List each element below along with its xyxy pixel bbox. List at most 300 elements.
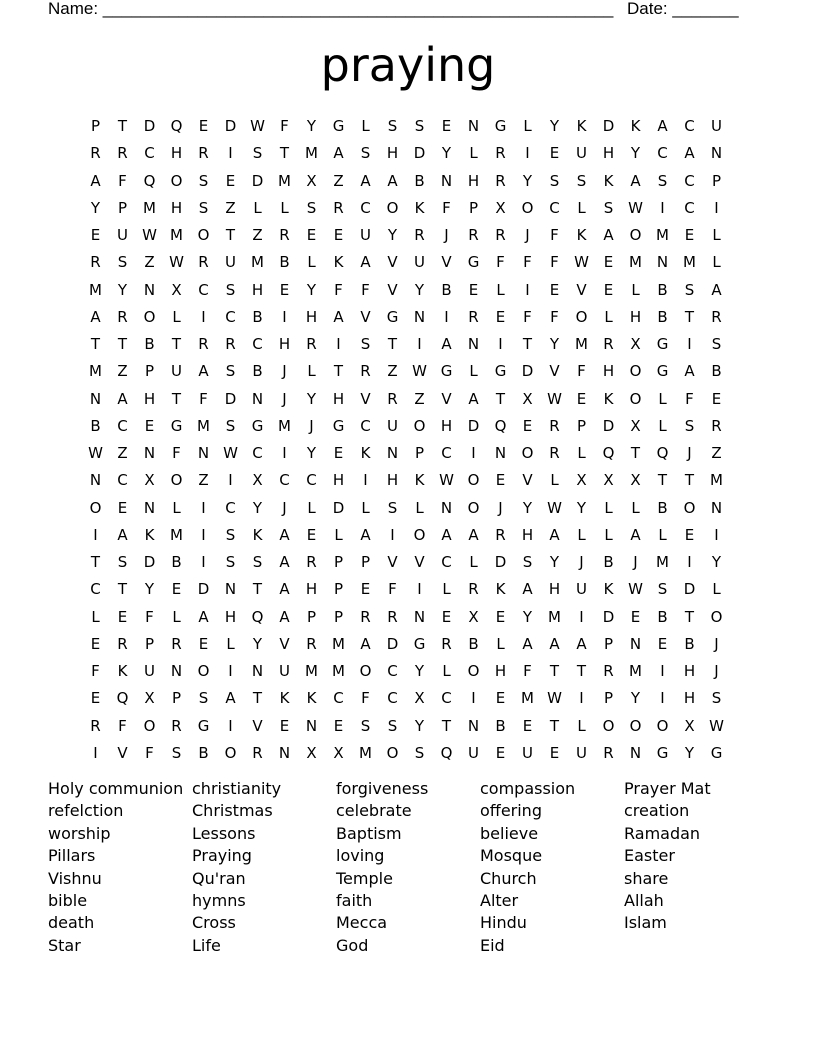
grid-letter: J xyxy=(282,362,287,381)
grid-letter: O xyxy=(521,198,534,217)
word-item: loving xyxy=(336,846,385,866)
grid-letter: T xyxy=(252,689,263,708)
grid-letter: R xyxy=(90,144,101,163)
grid-letter: W xyxy=(628,198,643,217)
grid-letter: T xyxy=(657,471,668,490)
grid-letter: T xyxy=(171,335,182,353)
grid-letter: L xyxy=(442,580,451,599)
grid-letter: O xyxy=(467,662,480,680)
grid-letter: A xyxy=(630,171,641,190)
grid-letter: M xyxy=(575,335,588,353)
grid-letter: N xyxy=(89,389,102,408)
grid-letter: S xyxy=(711,689,722,708)
grid-letter: L xyxy=(361,498,370,517)
grid-letter: M xyxy=(197,416,210,435)
grid-letter: Q xyxy=(143,171,156,190)
grid-letter: M xyxy=(143,198,156,217)
grid-letter: I xyxy=(471,689,476,708)
grid-letter: O xyxy=(89,498,102,517)
grid-letter: S xyxy=(198,171,209,190)
grid-letter: K xyxy=(495,580,506,599)
grid-letter: D xyxy=(251,171,264,190)
grid-letter: Z xyxy=(414,389,425,408)
grid-letter: T xyxy=(90,335,101,353)
grid-letter: Y xyxy=(144,580,155,599)
grid-letter: D xyxy=(224,389,237,408)
grid-letter: T xyxy=(684,607,695,626)
grid-letter: S xyxy=(414,743,425,762)
grid-letter: I xyxy=(93,743,98,762)
grid-letter: A xyxy=(117,525,128,544)
grid-letter: E xyxy=(90,634,101,653)
grid-letter: L xyxy=(469,553,478,571)
grid-letter: Z xyxy=(252,226,263,244)
grid-row xyxy=(82,713,742,740)
grid-letter: T xyxy=(90,553,101,571)
word-item: Eid xyxy=(480,935,505,955)
grid-letter: C xyxy=(225,498,236,517)
grid-letter: M xyxy=(548,607,561,626)
grid-letter: O xyxy=(683,498,696,517)
grid-letter: A xyxy=(549,525,560,544)
grid-letter: R xyxy=(279,226,290,244)
word-item: share xyxy=(624,868,669,888)
grid-letter: L xyxy=(658,389,667,408)
grid-letter: Y xyxy=(306,280,317,299)
grid-letter: W xyxy=(250,117,265,135)
grid-letter: E xyxy=(333,226,344,244)
grid-letter: N xyxy=(656,253,669,272)
grid-letter: F xyxy=(172,444,181,462)
grid-letter: C xyxy=(144,144,155,163)
grid-letter: B xyxy=(657,498,668,517)
grid-letter: A xyxy=(279,580,290,599)
grid-letter: A xyxy=(387,171,398,190)
grid-letter: G xyxy=(494,117,507,135)
grid-letter: L xyxy=(631,280,640,299)
word-item: Christmas xyxy=(192,801,273,821)
grid-letter: Y xyxy=(630,689,641,708)
date-field-label: Date: _______ xyxy=(627,0,739,18)
grid-letter: M xyxy=(170,226,183,244)
grid-letter: A xyxy=(279,607,290,626)
word-column xyxy=(480,778,624,957)
grid-letter: H xyxy=(143,389,156,408)
grid-letter: H xyxy=(602,362,615,381)
word-item: Vishnu xyxy=(48,868,102,888)
grid-letter: K xyxy=(252,525,263,544)
grid-letter: I xyxy=(714,525,719,544)
grid-letter: I xyxy=(201,525,206,544)
grid-letter: N xyxy=(197,444,210,462)
grid-letter: H xyxy=(332,471,345,490)
grid-letter: H xyxy=(305,307,318,326)
grid-letter: Z xyxy=(333,171,344,190)
grid-letter: K xyxy=(414,198,425,217)
grid-letter: R xyxy=(198,144,209,163)
grid-letter: P xyxy=(144,362,155,381)
grid-letter: R xyxy=(360,362,371,381)
grid-letter: S xyxy=(117,553,128,571)
grid-letter: R xyxy=(495,525,506,544)
grid-row xyxy=(82,685,742,712)
grid-letter: S xyxy=(387,117,398,135)
grid-letter: E xyxy=(90,689,101,708)
grid-letter: I xyxy=(228,144,233,163)
worksheet-header xyxy=(48,0,748,20)
grid-letter: S xyxy=(387,498,398,517)
grid-letter: N xyxy=(413,307,426,326)
grid-letter: F xyxy=(334,280,343,299)
grid-letter: Y xyxy=(414,280,425,299)
grid-letter: Q xyxy=(170,117,183,135)
word-item: Cross xyxy=(192,913,236,933)
grid-letter: C xyxy=(684,171,695,190)
word-item: Life xyxy=(192,935,221,955)
grid-letter: P xyxy=(603,634,614,653)
word-item: Islam xyxy=(624,913,667,933)
grid-letter: R xyxy=(306,634,317,653)
grid-letter: W xyxy=(574,253,589,272)
grid-letter: A xyxy=(360,253,371,272)
grid-letter: R xyxy=(414,226,425,244)
grid-letter: U xyxy=(711,117,722,135)
grid-letter: C xyxy=(279,471,290,490)
grid-letter: L xyxy=(172,607,181,626)
grid-letter: A xyxy=(549,634,560,653)
grid-letter: X xyxy=(468,607,479,626)
grid-letter: B xyxy=(279,253,290,272)
grid-letter: S xyxy=(198,689,209,708)
grid-letter: I xyxy=(282,307,287,326)
grid-letter: O xyxy=(197,226,210,244)
grid-letter: X xyxy=(144,689,155,708)
grid-letter: N xyxy=(170,662,183,680)
grid-letter: L xyxy=(415,498,424,517)
grid-letter: Y xyxy=(414,716,425,735)
grid-letter: A xyxy=(468,525,479,544)
grid-letter: I xyxy=(660,198,665,217)
grid-letter: T xyxy=(387,335,398,353)
grid-letter: N xyxy=(467,716,480,735)
grid-letter: H xyxy=(629,307,642,326)
grid-letter: B xyxy=(90,416,101,435)
grid-letter: A xyxy=(684,144,695,163)
grid-letter: L xyxy=(577,198,586,217)
grid-letter: N xyxy=(305,716,318,735)
grid-letter: E xyxy=(549,743,560,762)
grid-letter: I xyxy=(228,471,233,490)
grid-letter: C xyxy=(387,689,398,708)
grid-letter: C xyxy=(441,689,452,708)
grid-letter: G xyxy=(656,335,669,353)
grid-letter: W xyxy=(223,444,238,462)
grid-letter: U xyxy=(576,743,587,762)
grid-letter: U xyxy=(360,226,371,244)
grid-letter: I xyxy=(579,689,584,708)
grid-letter: A xyxy=(630,525,641,544)
grid-letter: S xyxy=(225,416,236,435)
grid-letter: E xyxy=(495,689,506,708)
grid-letter: C xyxy=(252,444,263,462)
grid-letter: C xyxy=(225,307,236,326)
grid-letter: F xyxy=(280,117,289,135)
grid-letter: P xyxy=(468,198,479,217)
grid-letter: P xyxy=(144,634,155,653)
grid-letter: A xyxy=(522,580,533,599)
grid-letter: A xyxy=(522,634,533,653)
grid-letter: P xyxy=(171,689,182,708)
word-item: Baptism xyxy=(336,823,402,843)
grid-letter: E xyxy=(684,525,695,544)
grid-letter: A xyxy=(441,335,452,353)
grid-letter: L xyxy=(658,525,667,544)
grid-letter: O xyxy=(386,743,399,762)
grid-letter: K xyxy=(603,580,614,599)
grid-letter: L xyxy=(712,253,721,272)
grid-letter: L xyxy=(334,525,343,544)
grid-letter: L xyxy=(91,607,100,626)
grid-letter: B xyxy=(198,743,209,762)
grid-letter: L xyxy=(226,634,235,653)
grid-letter: N xyxy=(89,471,102,490)
grid-letter: N xyxy=(413,607,426,626)
grid-letter: R xyxy=(387,389,398,408)
grid-letter: I xyxy=(417,335,422,353)
grid-letter: L xyxy=(307,362,316,381)
grid-letter: F xyxy=(361,689,370,708)
grid-letter: R xyxy=(549,416,560,435)
grid-letter: E xyxy=(711,389,722,408)
grid-letter: R xyxy=(603,335,614,353)
grid-letter: C xyxy=(117,471,128,490)
grid-letter: U xyxy=(117,226,128,244)
grid-letter: O xyxy=(413,416,426,435)
grid-letter: N xyxy=(224,580,237,599)
grid-letter: D xyxy=(386,634,399,653)
grid-letter: E xyxy=(279,716,290,735)
word-item: Mecca xyxy=(336,913,388,933)
grid-letter: P xyxy=(414,444,425,462)
grid-letter: R xyxy=(360,607,371,626)
grid-letter: V xyxy=(522,471,533,490)
grid-letter: M xyxy=(521,689,534,708)
grid-letter: L xyxy=(307,498,316,517)
grid-letter: S xyxy=(306,198,317,217)
grid-letter: K xyxy=(144,525,155,544)
grid-letter: D xyxy=(224,117,237,135)
word-column xyxy=(624,778,768,935)
grid-letter: Y xyxy=(711,553,722,571)
grid-letter: M xyxy=(251,253,264,272)
grid-letter: J xyxy=(714,634,719,653)
grid-letter: O xyxy=(467,498,480,517)
grid-letter: Y xyxy=(252,498,263,517)
grid-letter: V xyxy=(576,280,587,299)
grid-letter: R xyxy=(117,144,128,163)
grid-letter: Y xyxy=(306,444,317,462)
grid-letter: U xyxy=(279,662,290,680)
grid-letter: P xyxy=(333,607,344,626)
grid-letter: L xyxy=(712,226,721,244)
grid-letter: O xyxy=(467,471,480,490)
grid-letter: V xyxy=(279,634,290,653)
grid-letter: B xyxy=(468,634,479,653)
grid-letter: O xyxy=(170,171,183,190)
grid-letter: S xyxy=(198,198,209,217)
grid-row xyxy=(82,195,742,222)
grid-letter: V xyxy=(360,389,371,408)
grid-letter: N xyxy=(440,498,453,517)
grid-letter: Q xyxy=(656,444,669,462)
grid-letter: W xyxy=(88,444,103,462)
grid-letter: K xyxy=(603,389,614,408)
grid-letter: G xyxy=(656,743,669,762)
grid-letter: S xyxy=(360,335,371,353)
grid-letter: I xyxy=(444,307,449,326)
grid-letter: N xyxy=(710,498,723,517)
grid-letter: J xyxy=(714,662,719,680)
grid-letter: H xyxy=(683,689,696,708)
grid-letter: W xyxy=(169,253,184,272)
grid-letter: I xyxy=(201,307,206,326)
grid-letter: S xyxy=(225,280,236,299)
grid-letter: N xyxy=(278,743,291,762)
grid-letter: A xyxy=(360,525,371,544)
grid-letter: E xyxy=(549,280,560,299)
grid-letter: S xyxy=(360,144,371,163)
grid-letter: X xyxy=(576,471,587,490)
grid-letter: L xyxy=(658,416,667,435)
grid-letter: V xyxy=(387,280,398,299)
grid-letter: R xyxy=(603,743,614,762)
grid-letter: P xyxy=(360,553,371,571)
grid-letter: A xyxy=(711,280,722,299)
word-item: bible xyxy=(48,891,88,911)
grid-letter: T xyxy=(576,662,587,680)
grid-letter: H xyxy=(521,525,534,544)
grid-letter: F xyxy=(577,362,586,381)
grid-letter: J xyxy=(282,498,287,517)
grid-letter: Y xyxy=(522,498,533,517)
grid-letter: P xyxy=(603,689,614,708)
grid-letter: M xyxy=(656,226,669,244)
grid-letter: Q xyxy=(251,607,264,626)
grid-letter: C xyxy=(360,198,371,217)
grid-letter: R xyxy=(495,144,506,163)
grid-letter: U xyxy=(144,662,155,680)
word-item: Qu'ran xyxy=(192,868,246,888)
grid-letter: I xyxy=(201,553,206,571)
grid-letter: E xyxy=(441,117,452,135)
grid-letter: H xyxy=(494,662,507,680)
grid-letter: G xyxy=(413,634,426,653)
grid-letter: O xyxy=(629,389,642,408)
grid-letter: R xyxy=(117,634,128,653)
grid-letter: A xyxy=(441,525,452,544)
grid-letter: H xyxy=(602,144,615,163)
grid-letter: G xyxy=(332,416,345,435)
grid-letter: Z xyxy=(117,444,128,462)
grid-letter: I xyxy=(228,716,233,735)
grid-letter: S xyxy=(414,117,425,135)
grid-letter: L xyxy=(496,634,505,653)
grid-letter: E xyxy=(441,607,452,626)
grid-letter: Y xyxy=(684,743,695,762)
grid-letter: N xyxy=(251,389,264,408)
grid-letter: V xyxy=(441,253,452,272)
grid-letter: J xyxy=(525,226,530,244)
grid-letter: S xyxy=(387,716,398,735)
grid-letter: C xyxy=(198,280,209,299)
grid-row xyxy=(82,331,742,358)
grid-letter: Z xyxy=(144,253,155,272)
grid-letter: E xyxy=(198,117,209,135)
grid-letter: X xyxy=(630,335,641,353)
word-column xyxy=(192,778,336,957)
grid-letter: E xyxy=(495,743,506,762)
grid-letter: H xyxy=(440,416,453,435)
grid-letter: N xyxy=(467,117,480,135)
grid-row xyxy=(82,249,742,276)
grid-letter: A xyxy=(198,607,209,626)
grid-letter: T xyxy=(441,716,452,735)
grid-letter: T xyxy=(495,389,506,408)
grid-letter: B xyxy=(252,307,263,326)
grid-letter: Y xyxy=(549,117,560,135)
grid-letter: K xyxy=(279,689,290,708)
grid-letter: E xyxy=(90,226,101,244)
word-item: forgiveness xyxy=(336,779,429,798)
grid-letter: O xyxy=(170,471,183,490)
grid-letter: C xyxy=(657,144,668,163)
grid-letter: M xyxy=(332,634,345,653)
grid-letter: R xyxy=(711,307,722,326)
grid-letter: I xyxy=(228,662,233,680)
grid-letter: S xyxy=(360,716,371,735)
grid-letter: A xyxy=(90,171,101,190)
grid-letter: E xyxy=(117,607,128,626)
grid-letter: R xyxy=(495,226,506,244)
word-item: death xyxy=(48,913,95,933)
grid-letter: A xyxy=(279,525,290,544)
grid-letter: T xyxy=(117,117,128,135)
grid-letter: X xyxy=(603,471,614,490)
grid-letter: P xyxy=(117,198,128,217)
word-item: worship xyxy=(48,823,111,843)
grid-letter: E xyxy=(549,144,560,163)
grid-row xyxy=(82,277,742,304)
grid-letter: L xyxy=(631,498,640,517)
grid-letter: H xyxy=(170,198,183,217)
grid-letter: R xyxy=(387,607,398,626)
grid-letter: Y xyxy=(549,335,560,353)
grid-letter: J xyxy=(309,416,314,435)
grid-letter: O xyxy=(710,607,723,626)
grid-letter: G xyxy=(170,416,183,435)
grid-letter: H xyxy=(683,662,696,680)
grid-letter: E xyxy=(306,525,317,544)
grid-letter: I xyxy=(660,662,665,680)
grid-row xyxy=(82,440,742,467)
grid-letter: D xyxy=(602,607,615,626)
grid-letter: N xyxy=(440,171,453,190)
grid-letter: L xyxy=(172,307,181,326)
grid-letter: T xyxy=(549,716,560,735)
grid-letter: R xyxy=(468,580,479,599)
name-field-label: Name: ______________________________________________________ xyxy=(48,0,614,18)
grid-letter: D xyxy=(683,580,696,599)
